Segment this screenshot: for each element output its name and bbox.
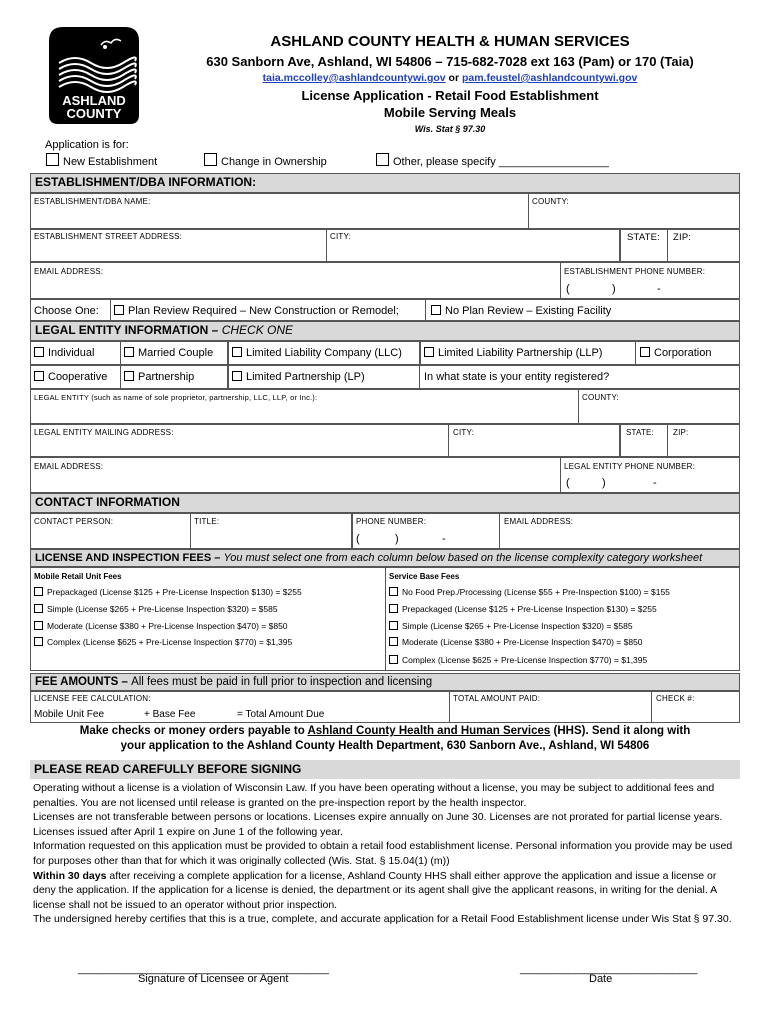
checkbox[interactable] <box>34 371 44 381</box>
checkbox[interactable] <box>34 587 43 596</box>
fee-option-mobile-complex[interactable] <box>34 637 292 647</box>
phone-paren-close: ) <box>612 283 616 295</box>
payable-text-a: Make checks or money orders payable to <box>79 725 308 737</box>
option-corporation[interactable] <box>640 347 711 359</box>
option-label: No Food Prep./Processing (License $55 + Pre-Inspection $100) = $155 <box>402 587 670 597</box>
label-contact-title: TITLE: <box>194 517 220 526</box>
option-lp[interactable] <box>232 371 365 383</box>
option-label: Complex (License $625 + Pre-License Inspection $770) = $1,395 <box>47 637 293 647</box>
fee-option-base-complex[interactable] <box>389 655 647 665</box>
legal-heading-italic: CHECK ONE <box>221 323 294 337</box>
option-label: Cooperative <box>48 371 108 383</box>
application-for-label: Application is for: <box>45 139 129 151</box>
checkbox[interactable] <box>232 371 242 381</box>
checkbox[interactable] <box>34 604 43 613</box>
option-label: Limited Liability Partnership (LLP) <box>438 347 603 359</box>
fee-option-mobile-moderate[interactable] <box>34 621 288 631</box>
checkbox[interactable] <box>34 637 43 646</box>
option-label: Individual <box>48 347 95 359</box>
fees-heading-italic: You must select one from each column below based on the license complexity category worksheet <box>223 552 703 564</box>
phone-dash: - <box>442 533 446 545</box>
statute-ref: Wis. Stat § 97.30 <box>414 124 486 134</box>
checkbox[interactable] <box>204 153 217 166</box>
fees-col2-title: Service Base Fees <box>389 572 460 581</box>
label-establishment-name: ESTABLISHMENT/DBA NAME: <box>34 197 151 206</box>
fee-option-base-prepackaged[interactable] <box>389 604 657 614</box>
option-cooperative[interactable] <box>34 371 107 383</box>
establishment-city-field[interactable] <box>326 229 620 262</box>
section-legal-heading <box>30 321 740 341</box>
fees-heading-text: LICENSE AND INSPECTION FEES – <box>35 552 224 564</box>
label-total-due: = Total Amount Due <box>237 709 325 720</box>
form-title: License Application - Retail Food Establishment <box>301 88 599 103</box>
label-contact-phone: PHONE NUMBER: <box>356 517 427 526</box>
option-label: Limited Partnership (LP) <box>246 371 365 383</box>
option-llc[interactable] <box>232 347 402 359</box>
option-label: Partnership <box>138 371 195 383</box>
label-check-number: CHECK #: <box>656 694 695 703</box>
label-legal-mailing: LEGAL ENTITY MAILING ADDRESS: <box>34 428 174 437</box>
checkbox[interactable] <box>389 621 398 630</box>
option-label: Limited Liability Company (LLC) <box>246 347 402 359</box>
option-label: Moderate (License $380 + Pre-License Inspection $470) = $850 <box>402 637 643 647</box>
checkbox[interactable] <box>232 347 242 357</box>
option-change-ownership[interactable] <box>204 153 327 168</box>
checkbox[interactable] <box>376 153 389 166</box>
read-p4-bold: Within 30 days <box>33 869 107 882</box>
section-contact-heading: CONTACT INFORMATION <box>30 493 740 513</box>
read-p4 <box>33 869 738 913</box>
option-label: Simple (License $265 + Pre-License Inspection $320) = $585 <box>47 604 278 614</box>
checkbox[interactable] <box>114 305 124 315</box>
agency-address: 630 Sanborn Ave, Ashland, WI 54806 – 715-682-7028 ext 163 (Pam) or 170 (Taia) <box>206 54 694 69</box>
date-line[interactable]: _____________________________ <box>520 963 698 975</box>
checkbox[interactable] <box>424 347 434 357</box>
form-subtitle: Mobile Serving Meals <box>383 105 517 120</box>
checkbox[interactable] <box>431 305 441 315</box>
phone-paren-open: ( <box>566 283 570 295</box>
checkbox[interactable] <box>34 347 44 357</box>
option-label: Other, please specify __________________ <box>393 156 609 168</box>
label-legal-phone: LEGAL ENTITY PHONE NUMBER: <box>564 462 696 471</box>
fee-amounts-heading-normal: All fees must be paid in full prior to inspection and licensing <box>131 676 433 688</box>
option-plan-review[interactable] <box>114 305 399 317</box>
label-legal-email: EMAIL ADDRESS: <box>34 462 104 471</box>
label-contact-person: CONTACT PERSON: <box>34 517 114 526</box>
label-zip: ZIP: <box>673 232 692 243</box>
option-llp[interactable] <box>424 347 602 359</box>
email-or: or <box>445 72 462 84</box>
checkbox[interactable] <box>34 621 43 630</box>
phone-paren-open: ( <box>566 477 570 489</box>
fee-option-base-no-prep[interactable] <box>389 587 670 597</box>
checkbox[interactable] <box>389 655 398 664</box>
label-legal-state: STATE: <box>626 428 655 437</box>
label-phone: ESTABLISHMENT PHONE NUMBER: <box>564 267 706 276</box>
phone-paren-open: ( <box>356 533 360 545</box>
section-establishment-heading: ESTABLISHMENT/DBA INFORMATION: <box>30 173 740 193</box>
option-label: Simple (License $265 + Pre-License Inspection $320) = $585 <box>402 621 633 631</box>
checkbox[interactable] <box>389 637 398 646</box>
phone-dash: - <box>653 477 657 489</box>
option-label: Plan Review Required – New Construction or Remodel; <box>128 305 399 317</box>
option-partnership[interactable] <box>124 371 194 383</box>
option-no-plan-review[interactable] <box>431 305 611 317</box>
fee-option-mobile-simple[interactable] <box>34 604 278 614</box>
label-street: ESTABLISHMENT STREET ADDRESS: <box>34 232 183 241</box>
checkbox[interactable] <box>124 371 134 381</box>
option-individual[interactable] <box>34 347 94 359</box>
read-paragraphs <box>33 781 738 927</box>
payable-instructions <box>30 724 740 754</box>
logo-text-2: COUNTY <box>66 106 122 121</box>
option-label: Complex (License $625 + Pre-License Inspection $770) = $1,395 <box>402 655 648 665</box>
option-label: Prepackaged (License $125 + Pre-License Inspection $130) = $255 <box>47 587 302 597</box>
label-county: COUNTY: <box>532 197 569 206</box>
label-state: STATE: <box>627 232 661 243</box>
section-read-heading: PLEASE READ CAREFULLY BEFORE SIGNING <box>30 760 740 779</box>
checkbox[interactable] <box>389 587 398 596</box>
read-p1: Operating without a license is a violation of Wisconsin Law. If you have been operating without a license, you may be subject to additional fees and penalties. You are not licensed until release is granted on the pre-inspection report by the health inspector. <box>33 782 715 809</box>
label-legal-city: CITY: <box>453 428 475 437</box>
email-link-taia[interactable]: taia.mccolley@ashlandcountywi.gov <box>262 72 446 84</box>
email-link-pam[interactable]: pam.feustel@ashlandcountywi.gov <box>461 72 638 84</box>
payable-org: Ashland County Health and Human Services <box>307 725 551 737</box>
fee-amounts-heading-text: FEE AMOUNTS – <box>35 676 132 688</box>
label-legal-county: COUNTY: <box>582 393 619 402</box>
state-registered-question: In what state is your entity registered? <box>424 371 610 383</box>
label-legal-entity: LEGAL ENTITY (such as name of sole proprietor, partnership, LLC, LLP, or Inc.): <box>34 393 318 402</box>
read-p3: Information requested on this application must be provided to obtain a retail food establishment license. Personal information you provide may be used for purposes other than that for which it was originally collected (Wis. Stat. § 15.04(1) (m)) <box>33 840 733 867</box>
checkbox[interactable] <box>124 347 134 357</box>
signature-label: Signature of Licensee or Agent <box>138 973 289 985</box>
option-label: Change in Ownership <box>221 156 327 168</box>
payable-text-c: (HHS). Send it along with <box>550 725 691 737</box>
option-married-couple[interactable] <box>124 347 213 359</box>
option-other[interactable] <box>376 153 609 168</box>
legal-heading-text: LEGAL ENTITY INFORMATION – <box>35 323 222 337</box>
checkbox[interactable] <box>640 347 650 357</box>
option-label: New Establishment <box>63 156 158 168</box>
agency-emails <box>150 72 750 84</box>
phone-dash: - <box>657 283 661 295</box>
phone-paren-close: ) <box>602 477 606 489</box>
label-legal-zip: ZIP: <box>673 428 689 437</box>
option-label: No Plan Review – Existing Facility <box>445 305 612 317</box>
fee-option-base-moderate[interactable] <box>389 637 643 647</box>
checkbox[interactable] <box>46 153 59 166</box>
signature-line[interactable]: _________________________________________ <box>78 963 329 975</box>
fee-option-base-simple[interactable] <box>389 621 633 631</box>
label-total-paid: TOTAL AMOUNT PAID: <box>453 694 541 703</box>
fee-option-mobile-prepackaged[interactable] <box>34 587 302 597</box>
label-mobile-unit-fee: Mobile Unit Fee <box>34 709 105 720</box>
label-choose-one: Choose One: <box>34 305 99 317</box>
section-fees-heading <box>30 549 740 567</box>
phone-paren-close: ) <box>395 533 399 545</box>
read-p2: Licenses are not transferable between persons or locations. Licenses expire annually on June 30. Licenses are not prorated for partial license years. Licenses issued after April 1 expire on June 1 of the following year. <box>33 811 723 838</box>
label-contact-email: EMAIL ADDRESS: <box>504 517 574 526</box>
read-p5: The undersigned hereby certifies that this is a true, complete, and accurate application for a Retail Food Establishment license under Wis Stat § 97.30. <box>33 913 732 926</box>
label-base-fee: + Base Fee <box>144 709 196 720</box>
label-fee-calc: LICENSE FEE CALCULATION: <box>34 694 151 703</box>
agency-title: ASHLAND COUNTY HEALTH & HUMAN SERVICES <box>270 33 630 50</box>
fees-col1-title: Mobile Retail Unit Fees <box>34 572 122 581</box>
payable-address: your application to the Ashland County Health Department, 630 Sanborn Ave., Ashland, WI 54806 <box>120 740 650 752</box>
option-new-establishment[interactable] <box>46 153 157 168</box>
checkbox[interactable] <box>389 604 398 613</box>
label-email: EMAIL ADDRESS: <box>34 267 104 276</box>
option-label: Moderate (License $380 + Pre-License Inspection $470) = $850 <box>47 621 288 631</box>
option-label: Corporation <box>654 347 712 359</box>
logo-text-1: ASHLAND <box>62 93 126 108</box>
section-fee-amounts-heading <box>30 673 740 691</box>
option-label: Married Couple <box>138 347 214 359</box>
label-city: CITY: <box>330 232 352 241</box>
option-label: Prepackaged (License $125 + Pre-License Inspection $130) = $255 <box>402 604 657 614</box>
date-label: Date <box>589 973 613 985</box>
ashland-county-logo <box>45 23 143 128</box>
read-p4-text: after receiving a complete application for a license, Ashland County HHS shall either approve the application and issue a license or deny the application. If the application for a license is denied, the department or its agent shall give the applicant reasons, in writing for the denial. A license shall not be issued to an operator without prior inspection. <box>33 869 717 911</box>
